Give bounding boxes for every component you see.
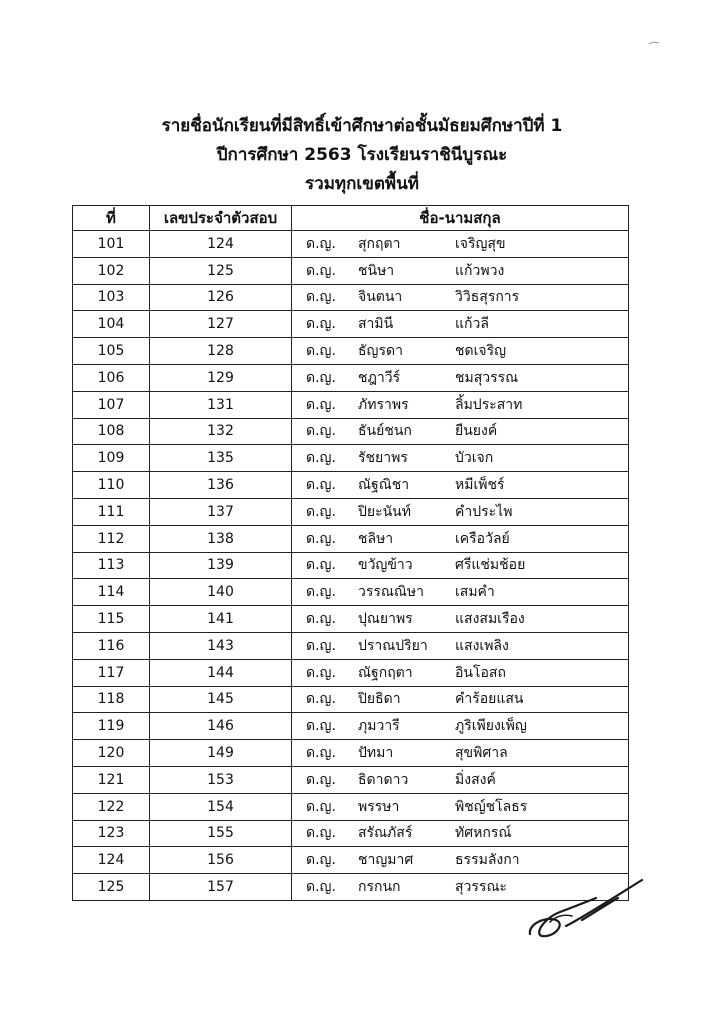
row-number: 125 <box>73 874 150 901</box>
last-name: พิชญ์ชโลธร <box>455 798 528 815</box>
exam-id: 129 <box>150 364 292 391</box>
row-number: 106 <box>73 364 150 391</box>
student-name <box>292 606 629 633</box>
student-name <box>292 418 629 445</box>
table-row <box>73 257 629 284</box>
name-prefix: ด.ญ. <box>306 262 336 279</box>
name-prefix: ด.ญ. <box>306 771 336 788</box>
student-name <box>292 472 629 499</box>
document-header <box>0 112 724 199</box>
name-prefix: ด.ญ. <box>306 879 336 896</box>
student-name <box>292 231 629 258</box>
table-row <box>73 391 629 418</box>
exam-id: 126 <box>150 284 292 311</box>
last-name: ทัศหกรณ์ <box>455 825 512 842</box>
name-prefix: ด.ญ. <box>306 235 336 252</box>
last-name: มิ่งสงค์ <box>455 771 496 788</box>
student-name <box>292 364 629 391</box>
row-number: 101 <box>73 231 150 258</box>
column-header-name: ชื่อ-นามสกุล <box>292 206 629 231</box>
exam-id: 143 <box>150 632 292 659</box>
student-name <box>292 766 629 793</box>
exam-id: 144 <box>150 659 292 686</box>
row-number: 103 <box>73 284 150 311</box>
student-name <box>292 552 629 579</box>
first-name: ปัทมา <box>358 745 394 762</box>
exam-id: 149 <box>150 740 292 767</box>
table-row <box>73 498 629 525</box>
first-name: ภุมวารี <box>358 718 400 735</box>
student-name <box>292 713 629 740</box>
first-name: สรัณภัสร์ <box>358 825 413 842</box>
table-row <box>73 659 629 686</box>
first-name: วรรณณิษา <box>358 584 424 601</box>
exam-id: 157 <box>150 874 292 901</box>
first-name: ชาญมาศ <box>358 852 414 869</box>
name-prefix: ด.ญ. <box>306 637 336 654</box>
student-name <box>292 686 629 713</box>
first-name: ภัทราพร <box>358 396 409 413</box>
table-row <box>73 713 629 740</box>
last-name: เสมคำ <box>455 584 495 601</box>
table-row <box>73 525 629 552</box>
document-title: รายชื่อนักเรียนที่มีสิทธิ์เข้าศึกษาต่อชั้นมัธยมศึกษาปีที่ 1 <box>161 116 563 136</box>
first-name: ธิดาดาว <box>358 771 409 788</box>
student-name <box>292 525 629 552</box>
row-number: 124 <box>73 847 150 874</box>
row-number: 113 <box>73 552 150 579</box>
student-name <box>292 632 629 659</box>
exam-id: 127 <box>150 311 292 338</box>
first-name: ธันย์ชนก <box>358 423 412 440</box>
exam-id: 137 <box>150 498 292 525</box>
row-number: 119 <box>73 713 150 740</box>
exam-id: 124 <box>150 231 292 258</box>
exam-id: 128 <box>150 338 292 365</box>
table-row <box>73 364 629 391</box>
row-number: 118 <box>73 686 150 713</box>
row-number: 123 <box>73 820 150 847</box>
name-prefix: ด.ญ. <box>306 316 336 333</box>
area-subtitle: รวมทุกเขตพื้นที่ <box>305 174 419 194</box>
last-name: อินโอสถ <box>455 664 506 681</box>
name-prefix: ด.ญ. <box>306 691 336 708</box>
exam-id: 125 <box>150 257 292 284</box>
exam-id: 136 <box>150 472 292 499</box>
exam-id: 140 <box>150 579 292 606</box>
first-name: ธัญรดา <box>358 343 403 360</box>
exam-id: 156 <box>150 847 292 874</box>
table-row <box>73 766 629 793</box>
last-name: บัวเจก <box>455 450 494 467</box>
student-name <box>292 445 629 472</box>
first-name: ณัฐณิชา <box>358 477 410 494</box>
first-name: กรกนก <box>358 879 401 896</box>
student-name <box>292 311 629 338</box>
name-prefix: ด.ญ. <box>306 343 336 360</box>
name-prefix: ด.ญ. <box>306 450 336 467</box>
row-number: 116 <box>73 632 150 659</box>
signature <box>526 876 646 946</box>
name-prefix: ด.ญ. <box>306 664 336 681</box>
table-row <box>73 284 629 311</box>
first-name: ณัฐกฤตา <box>358 664 413 681</box>
first-name: ชฎาวีร์ <box>358 369 401 386</box>
last-name: แสงสมเรือง <box>455 611 525 628</box>
name-prefix: ด.ญ. <box>306 611 336 628</box>
first-name: ขวัญข้าว <box>358 557 413 574</box>
first-name: รัชยาพร <box>358 450 408 467</box>
row-number: 108 <box>73 418 150 445</box>
last-name: สุวรรณะ <box>455 879 507 896</box>
exam-id: 146 <box>150 713 292 740</box>
row-number: 114 <box>73 579 150 606</box>
name-prefix: ด.ญ. <box>306 584 336 601</box>
name-prefix: ด.ญ. <box>306 477 336 494</box>
name-prefix: ด.ญ. <box>306 289 336 306</box>
exam-id: 132 <box>150 418 292 445</box>
student-name <box>292 391 629 418</box>
student-name <box>292 579 629 606</box>
last-name: คำร้อยแสน <box>455 691 524 708</box>
table-row <box>73 793 629 820</box>
row-number: 110 <box>73 472 150 499</box>
exam-id: 154 <box>150 793 292 820</box>
row-number: 120 <box>73 740 150 767</box>
row-number: 111 <box>73 498 150 525</box>
exam-id: 135 <box>150 445 292 472</box>
last-name: หมีเพ็ชร์ <box>455 477 505 494</box>
last-name: วิวิธสุรการ <box>455 289 520 306</box>
row-number: 115 <box>73 606 150 633</box>
table-header-row <box>73 206 629 231</box>
first-name: ชลิษา <box>358 530 394 547</box>
last-name: แสงเพลิง <box>455 637 509 654</box>
last-name: คำประไพ <box>455 503 513 520</box>
scan-speck <box>648 40 660 46</box>
table-row <box>73 632 629 659</box>
student-name <box>292 740 629 767</box>
student-name <box>292 338 629 365</box>
first-name: ปราณปริยา <box>358 637 428 654</box>
table-row <box>73 740 629 767</box>
name-prefix: ด.ญ. <box>306 825 336 842</box>
exam-id: 139 <box>150 552 292 579</box>
row-number: 122 <box>73 793 150 820</box>
student-table <box>72 205 629 901</box>
name-prefix: ด.ญ. <box>306 396 336 413</box>
column-header-exam-id: เลขประจำตัวสอบ <box>150 206 292 231</box>
row-number: 121 <box>73 766 150 793</box>
exam-id: 145 <box>150 686 292 713</box>
last-name: ชมสุวรรณ <box>455 369 519 386</box>
table-row <box>73 847 629 874</box>
row-number: 105 <box>73 338 150 365</box>
name-prefix: ด.ญ. <box>306 798 336 815</box>
last-name: ศรีแช่มช้อย <box>455 557 526 574</box>
first-name: สามินี <box>358 316 394 333</box>
academic-year-school: ปีการศึกษา 2563 โรงเรียนราชินีบูรณะ <box>216 145 508 165</box>
table-row <box>73 472 629 499</box>
table-row <box>73 418 629 445</box>
row-number: 102 <box>73 257 150 284</box>
table-row <box>73 231 629 258</box>
row-number: 109 <box>73 445 150 472</box>
table-row <box>73 820 629 847</box>
name-prefix: ด.ญ. <box>306 718 336 735</box>
last-name: เครือวัลย์ <box>455 530 510 547</box>
exam-id: 155 <box>150 820 292 847</box>
student-name <box>292 820 629 847</box>
table-row <box>73 311 629 338</box>
name-prefix: ด.ญ. <box>306 557 336 574</box>
student-name <box>292 498 629 525</box>
row-number: 117 <box>73 659 150 686</box>
name-prefix: ด.ญ. <box>306 852 336 869</box>
student-name <box>292 659 629 686</box>
name-prefix: ด.ญ. <box>306 503 336 520</box>
last-name: ชดเจริญ <box>455 343 507 360</box>
first-name: ปิยธิดา <box>358 691 401 708</box>
first-name: ปิยะนันท์ <box>358 503 411 520</box>
first-name: จินตนา <box>358 289 403 306</box>
student-name <box>292 257 629 284</box>
name-prefix: ด.ญ. <box>306 369 336 386</box>
exam-id: 138 <box>150 525 292 552</box>
first-name: พรรษา <box>358 798 400 815</box>
last-name: ยืนยงค์ <box>455 423 498 440</box>
table-body <box>73 231 629 901</box>
first-name: ปุณยาพร <box>358 611 413 628</box>
table-row <box>73 686 629 713</box>
name-prefix: ด.ญ. <box>306 745 336 762</box>
name-prefix: ด.ญ. <box>306 423 336 440</box>
student-name <box>292 284 629 311</box>
row-number: 104 <box>73 311 150 338</box>
table-row <box>73 579 629 606</box>
table-row <box>73 338 629 365</box>
column-header-no: ที่ <box>73 206 150 231</box>
table-row <box>73 552 629 579</box>
last-name: แก้วพวง <box>455 262 505 279</box>
last-name: เจริญสุข <box>455 235 506 252</box>
last-name: สุขพิศาล <box>455 745 508 762</box>
row-number: 107 <box>73 391 150 418</box>
exam-id: 153 <box>150 766 292 793</box>
exam-id: 141 <box>150 606 292 633</box>
last-name: ธรรมลังกา <box>455 852 520 869</box>
last-name: ภูริเพียงเพ็ญ <box>455 718 527 735</box>
first-name: สุกฤตา <box>358 235 401 252</box>
last-name: ลิ้มประสาท <box>455 396 523 413</box>
table-row <box>73 445 629 472</box>
exam-id: 131 <box>150 391 292 418</box>
student-name <box>292 847 629 874</box>
last-name: แก้วลี <box>455 316 489 333</box>
table-row <box>73 606 629 633</box>
student-name <box>292 793 629 820</box>
name-prefix: ด.ญ. <box>306 530 336 547</box>
first-name: ชนิษา <box>358 262 395 279</box>
row-number: 112 <box>73 525 150 552</box>
